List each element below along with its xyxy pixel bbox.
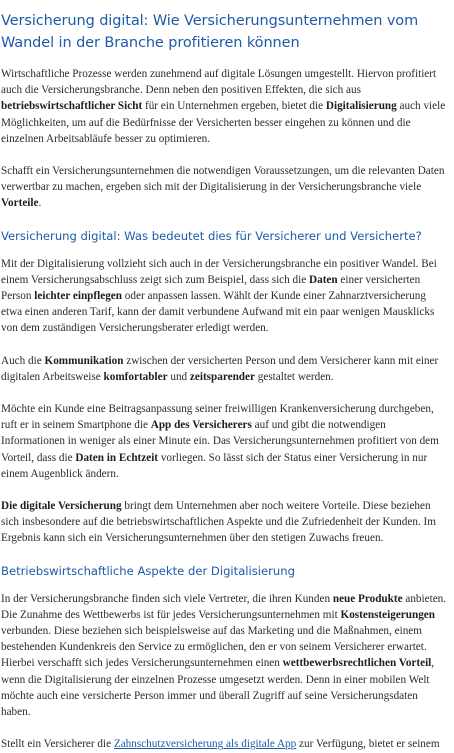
text-run: zwischen der versicherten Person und dem Versicherer kann mit einer digitalen Arbeitsweise: [1, 354, 439, 383]
text-run: anbieten. Die Zunahme des Wettbewerbs ist für jedes Versicherungsunternehmen mit: [1, 592, 447, 621]
text-run: In der Versicherungsbranche finden sich viele Vertreter, die ihren Kunden: [1, 592, 333, 605]
bold-term: Kommunikation: [44, 354, 124, 367]
text-run: einer versicherten Person: [1, 273, 421, 303]
intro-paragraph-2: [1, 163, 448, 212]
bold-term: zeitsparender: [189, 370, 255, 383]
text-run: und: [167, 370, 190, 383]
text-run: Möchte ein Kunde eine Beitragsanpassung seiner freiwilligen Krankenversicherung durchgeben, ruft er in seinem Smartphone die: [1, 403, 434, 432]
text-run: , wenn die Digitalisierung der einzelnen Prozesse umgesetzt werden. Denn in einer mobilen Welt möchte auch eine versicherte Person immer und überall Zugriff auf seine Versicherungsdaten haben.: [1, 657, 435, 719]
bold-term: Daten: [309, 273, 338, 286]
bold-term: betriebswirtschaftlicher Sicht: [1, 100, 143, 113]
text-run: vorliegen. So lässt sich der Status einer Versicherung in nur einem Augenblick ändern.: [1, 451, 428, 480]
text-run: Auch die: [1, 354, 45, 367]
section2-paragraph-2: [1, 736, 448, 752]
text-run: .: [38, 197, 42, 210]
text-run: auf und gibt die notwendigen Informationen in weniger als einer Minute ein. Das Versicherungsunternehmen profitiert von dem Vorteil, dass die: [1, 419, 439, 464]
bold-term: Digitalisierung: [325, 100, 397, 113]
bold-term: Daten in Echtzeit: [75, 451, 159, 464]
section1-paragraph-3: [1, 401, 448, 482]
section1-paragraph-2: [1, 353, 448, 385]
text-run: verbunden. Diese beziehen sich beispielsweise auf das Marketing und die Maßnahmen, einem bestehenden Kundenkreis den Service zu ermöglichen, den er von seinem Versicherer erwartet. Hierbei verschafft sich jedes Versicherungsunternehmen einen: [1, 625, 427, 670]
section-heading-versicherer: Versicherung digital: Was bedeutet dies für Versicherer und Versicherte?: [1, 228, 422, 243]
text-run: bringt dem Unternehmen aber noch weitere Vorteile. Diese beziehen sich insbesondere auf die betriebswirtschaftlichen Aspekte und die Zufriedenheit der Kunden. Im Ergebnis kann sich ein Versicherungsunternehmen über den stetigen Zuwachs freuen.: [1, 500, 436, 545]
text-run: Wirtschaftliche Prozesse werden zunehmend auf digitale Lösungen umgestellt. Hiervon profitiert auch die Versicherungsbranche. Denn neben den positiven Effekten, die sich aus: [1, 68, 437, 97]
text-run: auch viele Möglichkeiten, um auf die Bedürfnisse der Versicherten besser eingehen zu können und die einzelnen Arbeitsabläufe besser zu optimieren.: [1, 100, 446, 145]
text-run: Mit der Digitalisierung vollzieht sich auch in der Versicherungsbranche ein positiver Wandel. Bei einem Versicherungsabschluss zeigt sich zum Beispiel, dass sich die: [1, 257, 437, 286]
bold-term: wettbewerbsrechtlichen Vorteil: [282, 657, 432, 670]
bold-term: Kostensteigerungen: [340, 608, 435, 621]
text-run: Stellt ein Versicherer die: [1, 738, 114, 751]
bold-term: App des Versicherers: [150, 419, 252, 432]
section-heading-betriebswirtschaft: Betriebswirtschaftliche Aspekte der Digitalisierung: [1, 563, 295, 578]
zahnschutz-app-link[interactable]: Zahnschutzversicherung als digitale App: [113, 738, 297, 751]
section1-paragraph-4: [1, 498, 448, 547]
section2-paragraph-1: [1, 591, 448, 721]
text-run: Schafft ein Versicherungsunternehmen die notwendigen Voraussetzungen, um die relevanten Daten verwertbar zu machen, ergeben sich mit der Digitalisierung in der Versicherungsbranche viele: [1, 165, 445, 194]
article-title: Versicherung digital: Wie Versicherungsunternehmen vom Wandel in der Branche profitieren können: [1, 13, 419, 51]
bold-term: neue Produkte: [332, 592, 403, 605]
bold-term: leichter einpflegen: [34, 290, 122, 303]
bold-term: Die digitale Versicherung: [1, 500, 122, 513]
text-run: oder anpassen lassen. Wählt der Kunde einer Zahnarztversicherung etwa einen anderen Tarif, kann der damit verbundene Aufwand mit ein paar wenigen Mausklicks von dem zuständigen Versicherungsberater erledigt werden.: [1, 290, 435, 335]
bold-term: Vorteile: [1, 197, 39, 210]
text-run: für ein Unternehmen ergeben, bietet die: [142, 100, 326, 113]
bold-term: komfortabler: [103, 370, 168, 383]
section1-paragraph-1: [1, 256, 448, 337]
text-run: zur Verfügung, bietet er seinem: [296, 738, 440, 751]
intro-paragraph-1: [1, 66, 448, 147]
text-run: gestaltet werden.: [254, 370, 334, 383]
